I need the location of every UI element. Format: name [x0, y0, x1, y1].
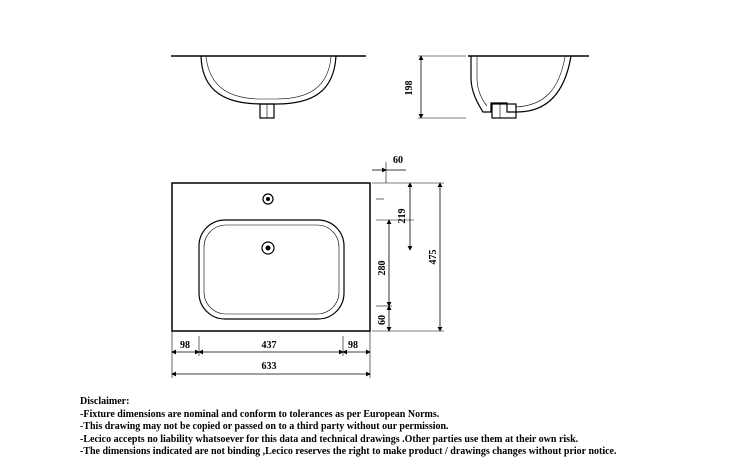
- disclaimer-line: -Fixture dimensions are nominal and conform to tolerances as per European Norms.: [80, 408, 440, 420]
- dimension-280: 280: [377, 260, 388, 276]
- dimension-98-right: 98: [348, 340, 358, 351]
- disclaimer-line: -The dimensions indicated are not binding ,Lecico reserves the right to make product / drawings changes without prior notice.: [80, 446, 617, 457]
- disclaimer-block: [80, 396, 745, 459]
- front-elevation-view: [171, 56, 366, 118]
- dimension-198: 198: [404, 80, 415, 96]
- disclaimer-line: -This drawing may not be copied or passed on to a third party without our permission.: [80, 421, 449, 432]
- disclaimer-line: -Lecico accepts no liability whatsoever for this data and technical drawings .Other parties use them at their own risk.: [80, 433, 579, 445]
- disclaimer-title: Disclaimer:: [80, 396, 130, 407]
- plan-view: [172, 183, 370, 331]
- dimension-219: 219: [397, 208, 408, 224]
- side-section-view: [418, 56, 589, 118]
- dimension-60-top: 60: [393, 155, 403, 166]
- vertical-dimensions: [372, 162, 444, 331]
- dimension-633: 633: [261, 361, 277, 372]
- dimension-475: 475: [428, 249, 439, 265]
- dimension-60-bottom: 60: [377, 315, 388, 325]
- dimension-437: 437: [261, 340, 277, 351]
- dimension-98-left: 98: [180, 340, 190, 351]
